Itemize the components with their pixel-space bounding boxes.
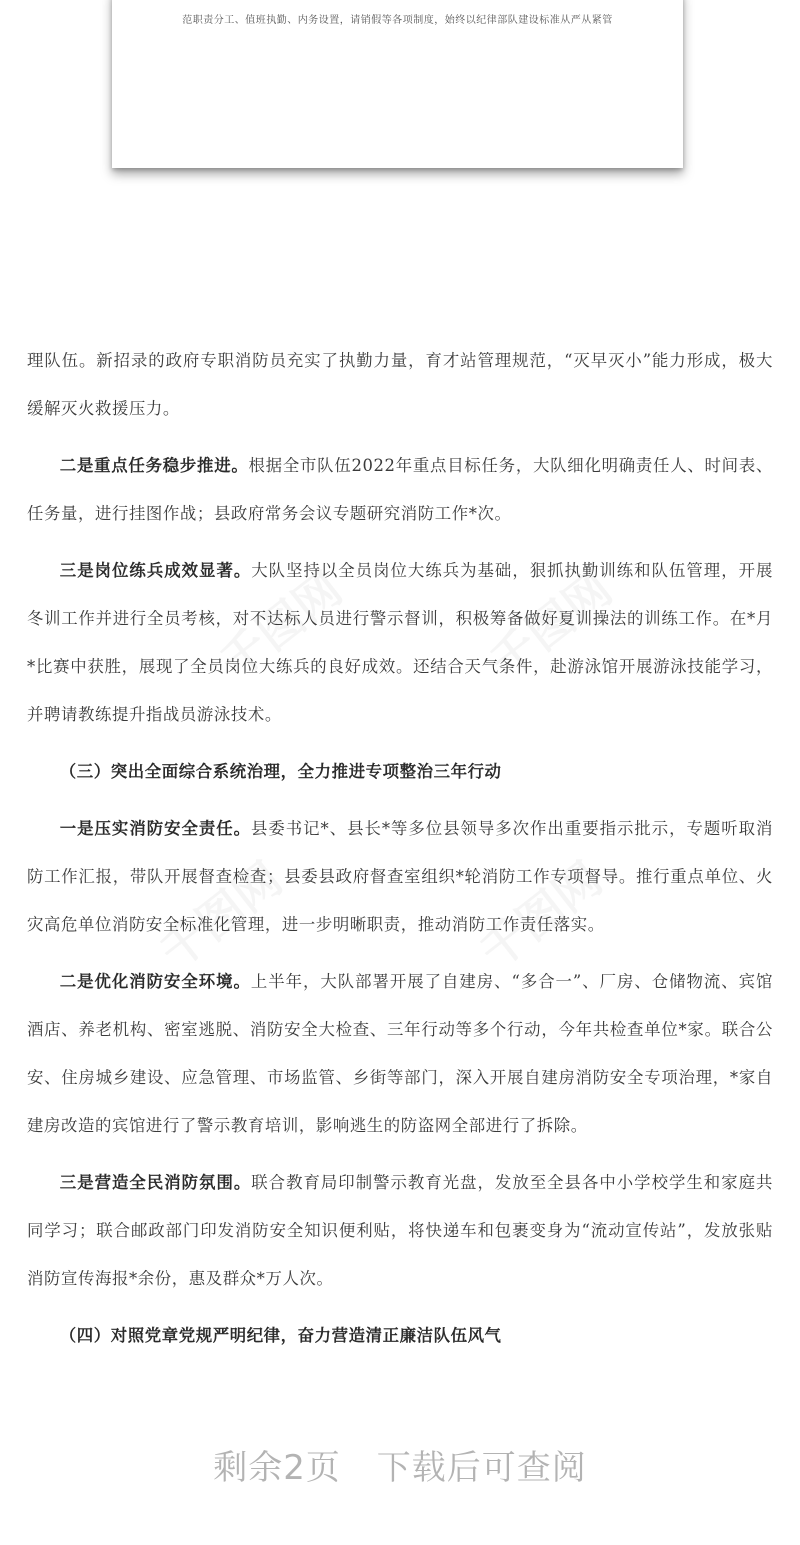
paragraph-lead: 三是岗位练兵成效显著。 bbox=[59, 561, 252, 580]
section-heading-4: （四）对照党章党规严明纪律，奋力营造清正廉洁队伍风气 bbox=[59, 1326, 502, 1345]
watermark: 千图网 bbox=[469, 851, 612, 980]
paragraph-text: 理队伍。新招录的政府专职消防员充实了执勤力量，育才站管理规范，“灭早灭小”能力形成，极大缓解灭火救援压力。 bbox=[27, 351, 773, 418]
paragraph-text: 大队坚持以全员岗位大练兵为基础，狠抓执勤训练和队伍管理，开展冬训工作并进行全员考核，对不达标人员进行警示督训，积极筹备做好夏训操法的训练工作。在*月*比赛中获胜，展现了全员岗位大练兵的良好成效。还结合天气条件，赴游泳馆开展游泳技能学习，并聘请教练提升指战员游泳技术。 bbox=[27, 561, 774, 724]
watermark: 千图网 bbox=[479, 561, 622, 690]
paragraph-text: 县委书记*、县长*等多位县领导多次作出重要指示批示，专题听取消防工作汇报，带队开展督查检查；县委县政府督查室组织*轮消防工作专项督导。推行重点单位、火灾高危单位消防安全标准化管理，进一步明晰职责，推动消防工作责任落实。 bbox=[27, 819, 773, 934]
document-body bbox=[27, 337, 773, 1369]
paragraph-environment bbox=[27, 958, 773, 1150]
paragraph-lead: 二是重点任务稳步推进。 bbox=[59, 456, 249, 475]
paragraph-responsibility bbox=[27, 805, 773, 949]
remaining-pages-notice[interactable]: 剩余2页 下载后可查阅 bbox=[213, 1448, 587, 1488]
previous-page-preview bbox=[112, 0, 683, 168]
paragraph-lead: 一是压实消防安全责任。 bbox=[59, 819, 251, 838]
paragraph-atmosphere bbox=[27, 1159, 773, 1303]
paragraph-lead: 三是营造全民消防氛围。 bbox=[59, 1173, 252, 1192]
watermark: 千图网 bbox=[209, 561, 352, 690]
paragraph-text: 根据全市队伍2022年重点目标任务，大队细化明确责任人、时间表、任务量，进行挂图作战；县政府常务会议专题研究消防工作*次。 bbox=[27, 456, 773, 523]
section-heading-3: （三）突出全面综合系统治理，全力推进专项整治三年行动 bbox=[59, 762, 502, 781]
paragraph-key-tasks bbox=[27, 442, 773, 538]
paragraph-text: 联合教育局印制警示教育光盘，发放至全县各中小学校学生和家庭共同学习；联合邮政部门印发消防安全知识便利贴，将快递车和包裹变身为“流动宣传站”，发放张贴消防宣传海报*余份，惠及群众*万人次。 bbox=[27, 1173, 774, 1288]
paragraph-continuation bbox=[27, 337, 773, 433]
paragraph-text: 上半年，大队部署开展了自建房、“多合一”、厂房、仓储物流、宾馆酒店、养老机构、密室逃脱、消防安全大检查、三年行动等多个行动，今年共检查单位*家。联合公安、住房城乡建设、应急管理、市场监管、乡街等部门，深入开展自建房消防安全专项治理，*家自建房改造的宾馆进行了警示教育培训，影响逃生的防盗网全部进行了拆除。 bbox=[27, 972, 773, 1135]
paragraph-training bbox=[27, 547, 773, 739]
preview-text-line: 范职责分工、值班执勤、内务设置，请销假等各项制度，始终以纪律部队建设标准从严从紧管 bbox=[182, 15, 613, 26]
watermark: 千图网 bbox=[149, 851, 292, 980]
paragraph-lead: 二是优化消防安全环境。 bbox=[59, 972, 251, 991]
